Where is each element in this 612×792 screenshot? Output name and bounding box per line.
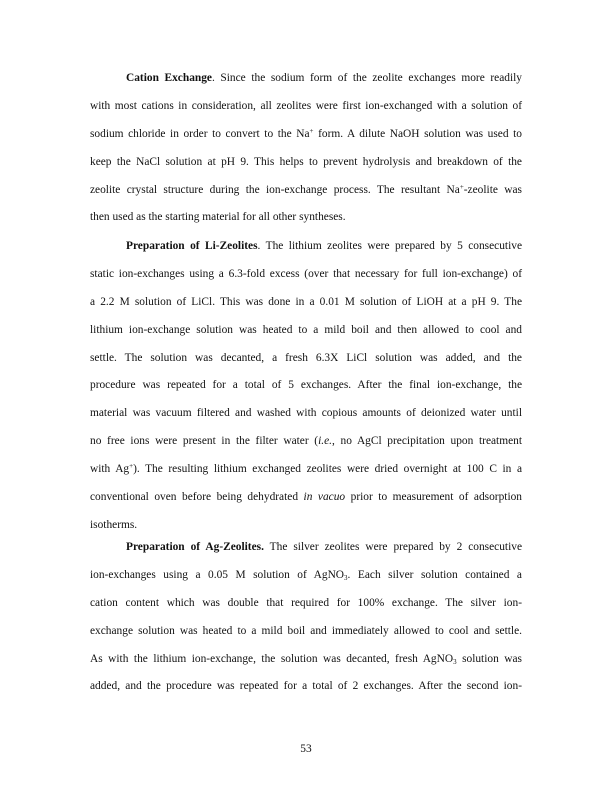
text-line: then used as the starting material for all other syntheses. bbox=[90, 211, 346, 224]
text-line: static ion-exchanges using a 6.3-fold excess (over that necessary for full ion-exchange) of bbox=[90, 267, 522, 280]
paragraph-li-zeolites bbox=[90, 240, 522, 547]
text-line: with most cations in consideration, all zeolites were first ion-exchanged with a solution of bbox=[90, 99, 522, 112]
text-line: Preparation of Ag-Zeolites. The silver zeolites were prepared by 2 consecutive bbox=[126, 541, 523, 553]
text-line: keep the NaCl solution at pH 9. This helps to prevent hydrolysis and breakdown of the bbox=[90, 155, 522, 168]
section-heading: Preparation of Ag-Zeolites. bbox=[126, 541, 264, 553]
page-number: 53 bbox=[300, 743, 312, 755]
text-line: As with the lithium ion-exchange, the solution was decanted, fresh AgNO$_3$ solution was bbox=[90, 652, 522, 666]
paragraph-ag-zeolites bbox=[90, 541, 522, 708]
text-line: a 2.2 M solution of LiCl. This was done in a 0.01 M solution of LiOH at a pH 9. The bbox=[90, 295, 522, 308]
text-line: cation content which was double that required for 100% exchange. The silver ion- bbox=[90, 596, 522, 609]
text-line: with Ag+). The resulting lithium exchanged zeolites were dried overnight at 100 C in a bbox=[90, 462, 522, 476]
text-line: no free ions were present in the filter water (i.e., no AgCl precipitation upon treatment bbox=[90, 435, 522, 448]
text-line: conventional oven before being dehydrated in vacuo prior to measurement of adsorption bbox=[90, 491, 522, 504]
text-line: procedure was repeated for a total of 5 exchanges. After the final ion-exchange, the bbox=[90, 379, 522, 392]
paragraph-cation-exchange bbox=[90, 72, 522, 239]
text-line: isotherms. bbox=[90, 518, 138, 531]
text-line: exchange solution was heated to a mild boil and immediately allowed to cool and settle. bbox=[90, 624, 522, 637]
text-line: ion-exchanges using a 0.05 M solution of AgNO$_3$. Each silver solution contained a bbox=[90, 568, 522, 582]
text-line: Cation Exchange. Since the sodium form of the zeolite exchanges more readily bbox=[126, 72, 522, 84]
text-line: lithium ion-exchange solution was heated to a mild boil and then allowed to cool and bbox=[90, 323, 522, 336]
text-line: added, and the procedure was repeated for a total of 2 exchanges. After the second ion- bbox=[90, 680, 522, 693]
text-line: zeolite crystal structure during the ion-exchange process. The resultant Na+-zeolite was bbox=[90, 182, 522, 196]
text-line: material was vacuum filtered and washed with copious amounts of deionized water until bbox=[90, 407, 522, 420]
section-heading: Preparation of Li-Zeolites bbox=[126, 240, 258, 252]
text-line: sodium chloride in order to convert to the Na+ form. A dilute NaOH solution was used to bbox=[90, 126, 522, 140]
text-line: Preparation of Li-Zeolites. The lithium zeolites were prepared by 5 consecutive bbox=[126, 240, 522, 252]
section-heading: Cation Exchange bbox=[126, 72, 212, 84]
text-line: settle. The solution was decanted, a fresh 6.3X LiCl solution was added, and the bbox=[90, 351, 522, 364]
